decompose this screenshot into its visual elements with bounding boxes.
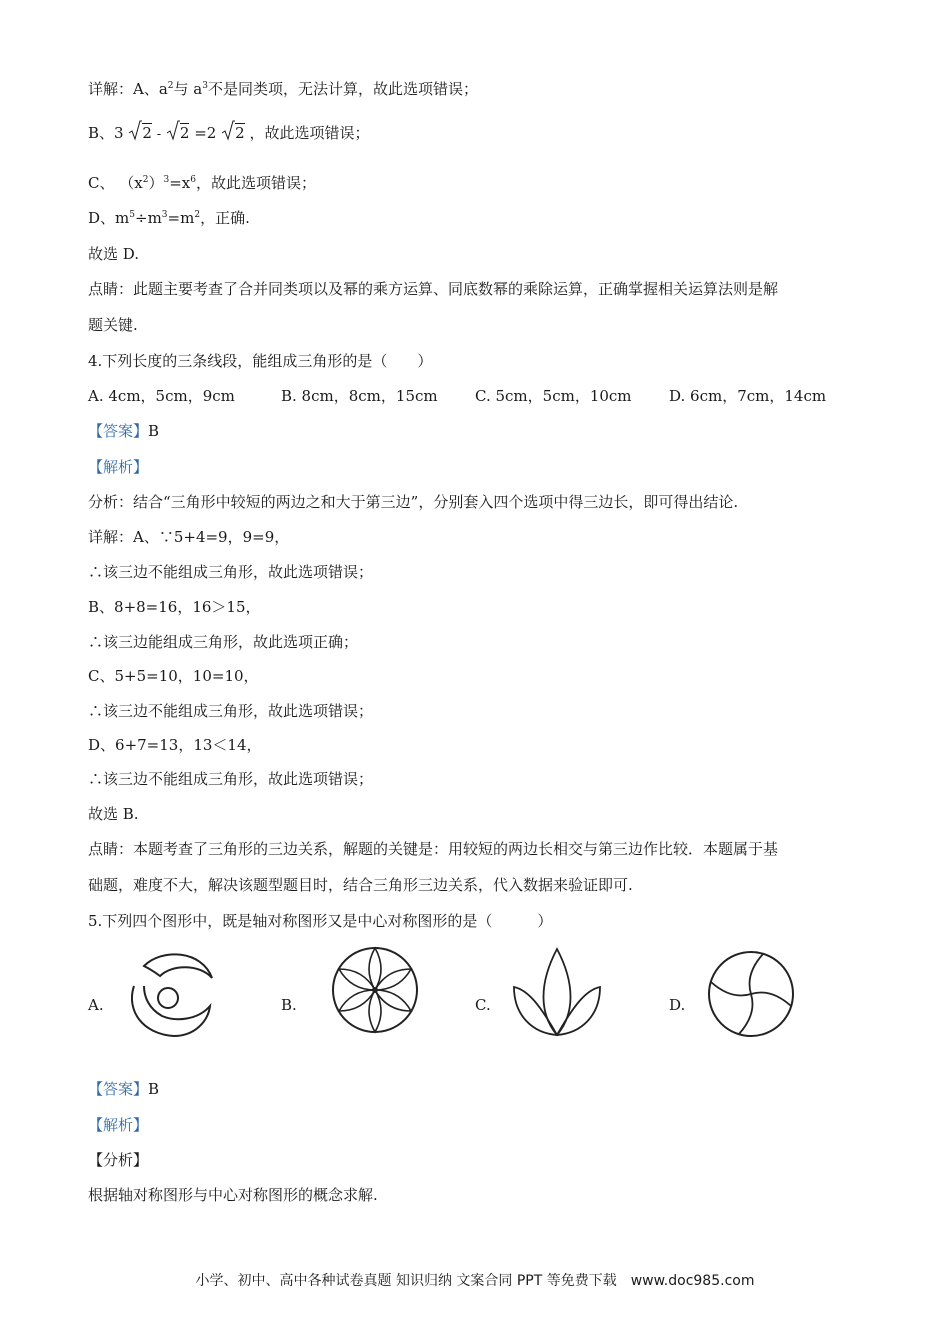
q3-comment-line2: 题关键. — [88, 316, 138, 334]
q4-option-c: C. 5cm，5cm，10cm — [475, 387, 632, 405]
answer-value: B — [148, 422, 160, 440]
text: ，正确. — [200, 209, 250, 227]
q5-analysis-subtag: 【分析】 — [88, 1151, 149, 1169]
figure-d-pinwheel — [705, 948, 797, 1040]
q5-option-label-c: C. — [475, 996, 491, 1014]
q4-analysis-line: ∴该三边能组成三角形，故此选项正确； — [88, 633, 359, 651]
q4-analysis-line: ∴该三边不能组成三角形，故此选项错误； — [88, 563, 374, 581]
radicand: 2 — [179, 124, 190, 142]
q4-analysis-line: 分析：结合“三角形中较短的两边之和大于第三边”，分别套入四个选项中得三边长，即可得出结论. — [88, 493, 739, 511]
figure-c-lotus — [510, 945, 604, 1039]
q4-option-a: A. 4cm，5cm，9cm — [88, 387, 235, 405]
text: =x — [169, 174, 191, 192]
exponent: 3 — [202, 81, 208, 91]
q4-option-b: B. 8cm，8cm，15cm — [281, 387, 438, 405]
sqrt-symbol — [166, 120, 190, 142]
q4-option-d: D. 6cm，7cm，14cm — [669, 387, 827, 405]
q5-analysis-tag: 【解析】 — [88, 1116, 149, 1134]
page-footer: 小学、初中、高中各种试卷真题 知识归纳 文案合同 PPT 等免费下载 www.doc985.com — [195, 1273, 755, 1289]
answer-value: B — [148, 1080, 160, 1098]
q4-analysis-line: C、5+5=10，10=10， — [88, 667, 259, 685]
q5-option-label-d: D. — [669, 996, 686, 1014]
q4-analysis-line: 础题，难度不大，解决该题型题目时，结合三角形三边关系，代入数据来验证即可. — [88, 876, 633, 894]
q4-analysis-line: B、8+8=16，16＞15， — [88, 598, 261, 616]
exponent: 2 — [167, 81, 174, 91]
text: ÷m — [135, 209, 162, 227]
text: ） — [148, 174, 164, 192]
figure-b-flower-of-life — [330, 945, 420, 1035]
text: 不是同类项，无法计算，故此选项错误； — [207, 80, 478, 98]
q4-answer-line — [88, 420, 159, 441]
radicand: 2 — [235, 124, 245, 142]
answer-tag: 【答案】 — [88, 1080, 149, 1098]
q4-analysis-tag: 【解析】 — [88, 458, 149, 476]
q5-analysis-text: 根据轴对称图形与中心对称图形的概念求解. — [88, 1186, 378, 1204]
sqrt-symbol — [128, 120, 152, 142]
q4-analysis-line: 故选 B. — [88, 805, 139, 823]
q3-option-b — [88, 120, 369, 143]
q4-analysis-line: ∴该三边不能组成三角形，故此选项错误； — [88, 702, 374, 720]
q3-option-d — [88, 207, 250, 228]
sqrt-symbol — [221, 120, 245, 142]
text: 与 a — [173, 80, 203, 98]
q4-question: 4.下列长度的三条线段，能组成三角形的是（ ） — [88, 352, 433, 370]
q5-option-label-b: B. — [281, 996, 297, 1014]
q5-option-label-a: A. — [88, 996, 104, 1014]
text: D、m — [88, 209, 130, 227]
text: B、3 — [88, 124, 124, 142]
figure-a-crescent-shape — [122, 950, 222, 1040]
q4-analysis-line: ∴该三边不能组成三角形，故此选项错误； — [88, 770, 374, 788]
radicand: 2 — [142, 124, 152, 142]
exponent: 5 — [129, 210, 135, 220]
answer-tag: 【答案】 — [88, 422, 149, 440]
q3-detail-a — [88, 78, 478, 99]
exponent: 3 — [163, 175, 170, 185]
text: 详解：A、a — [88, 80, 168, 98]
q5-question: 5.下列四个图形中，既是轴对称图形又是中心对称图形的是（ ） — [88, 912, 553, 930]
q4-analysis-line: D、6+7=13，13＜14， — [88, 736, 262, 754]
text: =m — [167, 209, 195, 227]
q5-answer-line — [88, 1078, 159, 1099]
exponent: 6 — [190, 175, 196, 185]
q4-analysis-line: 详解：A、∵5+4=9，9=9， — [88, 528, 290, 546]
q3-comment-line1: 点睛：此题主要考查了合并同类项以及幂的乘方运算、同底数幂的乘除运算，正确掌握相关运算法则是解 — [88, 280, 779, 298]
text: =2 — [194, 124, 217, 142]
exponent: 3 — [161, 210, 168, 220]
exponent: 2 — [142, 175, 149, 185]
text: C、 （x — [88, 174, 143, 192]
minus-sign: - — [156, 127, 162, 142]
text: ，故此选项错误； — [195, 174, 316, 192]
q3-option-c — [88, 172, 316, 193]
q3-choose: 故选 D. — [88, 245, 140, 263]
exponent: 2 — [194, 210, 201, 220]
q4-analysis-line: 点睛：本题考查了三角形的三边关系，解题的关键是：用较短的两边长相交与第三边作比较．本题属于基 — [88, 840, 779, 858]
text: ，故此选项错误； — [249, 124, 370, 142]
